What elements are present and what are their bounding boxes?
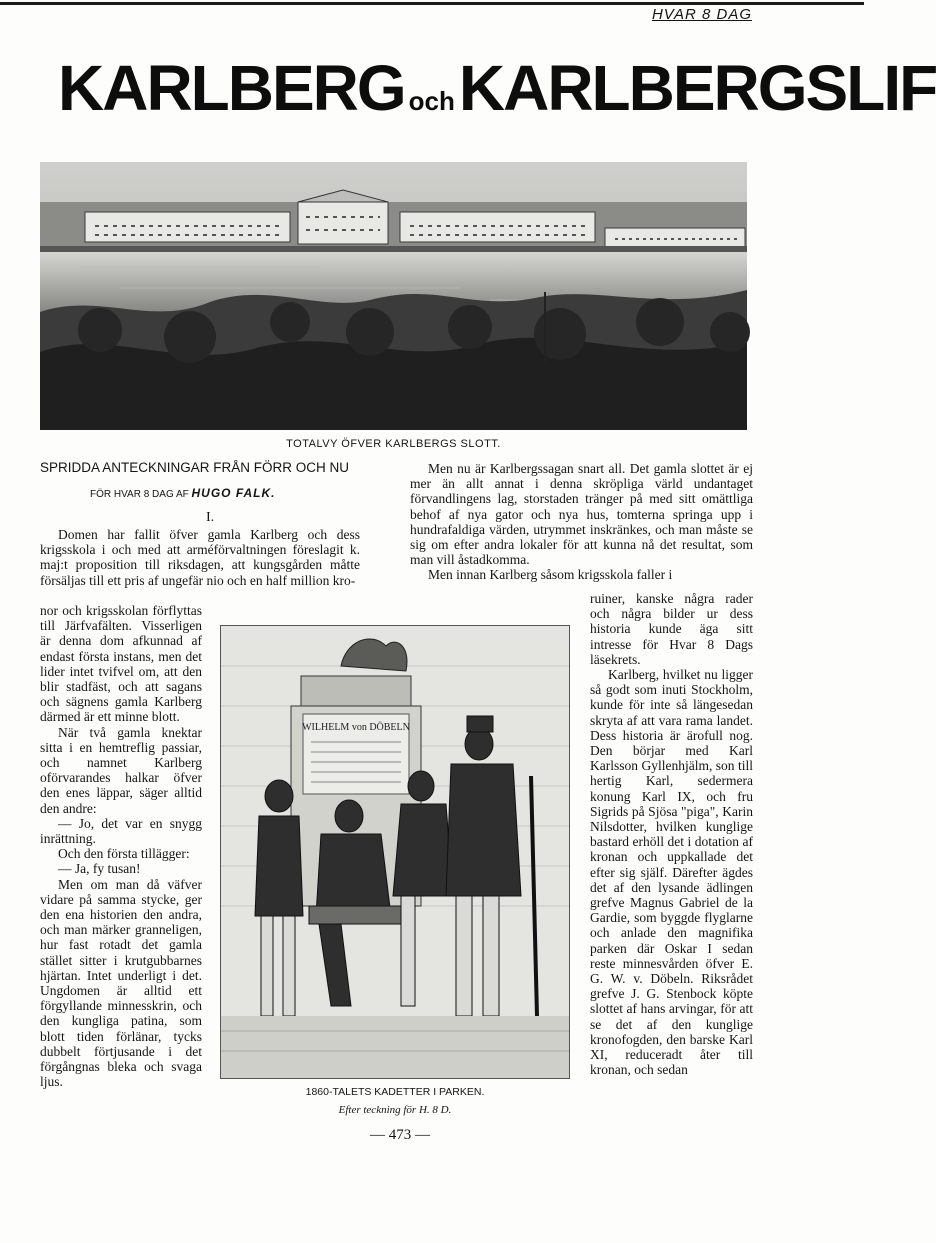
title-part-2: KARLBERGSLIF [458,52,936,124]
paragraph: — Ja, fy tusan! [58,861,141,877]
paragraph: — Jo, det var en snygg inrättning. [40,815,202,847]
engraving-caption: 1860-TALETS KADETTER I PARKEN. [305,1086,485,1098]
photo-caption: TOTALVY ÖFVER KARLBERGS SLOTT. [286,438,501,450]
paragraph: nor och krigsskolan förflyttas till Järfvafälten. Visserligen är denna dom afkunnad af endast första instans, men det lider intet tvifvel om, att den blir stadfäst, och att sagans och sägnens gamla Karlberg därmed är ett minne blott. [40,603,202,725]
column-2-narrow [590,591,753,1078]
byline [90,486,276,500]
page-number: — 473 — [370,1127,430,1143]
paragraph: ruiner, kanske några rader och några bilder ur dess historia kunde äga sitt intresse för Hvar 8 Dags läsekrets. [590,591,753,667]
paragraph: Men om man då väfver vidare på samma stycke, ger den ena historien den andra, och man märker granneligen, hur fast rotadt det gamla stället sitter i krutgubbarnes hjärtan. Intet underligt i det. Ungdomen är alltid ett förgyllande minnesskrin, och den kungliga patina, som blott tiden förlänar, tycks dubbelt förtjusande i det förgångnas bleka och svaga ljus. [40,876,202,1090]
page-title [58,52,936,137]
column-1-top [40,527,360,588]
section-number: I. [206,510,215,525]
paragraph: Domen har fallit öfver gamla Karlberg och dess krigsskola i och med att arméförvaltningen föreslagit k. maj:t proposition till riksdagen, att kungsgården måtte försäljas till ett pris af ungefär nio och en half million kro- [40,527,360,588]
cadets-engraving [220,625,570,1079]
paragraph: Men nu är Karlbergssagan snart all. Det gamla slottet är ej mer än allt annat i denna skröpliga värld undantaget förvandlingens lag, storstaden tränger på med sitt omättliga behof af nya gator och nya hus, tomterna springa upp i hundrafaldiga värden, utrymmet inskränkes, och man måste se sig om efter andra lokaler för att kunna nå det resultat, som man vill åstadkomma. [410,461,753,568]
paragraph: Men innan Karlberg såsom krigsskola faller i [428,567,673,583]
title-part-1: KARLBERG [58,52,405,124]
paragraph: Och den första tillägger: [58,846,190,862]
top-rule [0,2,864,5]
title-conjunction: och [408,86,455,116]
article-subhead: SPRIDDA ANTECKNINGAR FRÅN FÖRR OCH NU [40,460,350,475]
paragraph: När två gamla knektar sitta i en hemtreflig passiar, och namnet Karlberg oförvarandes halkar öfver den enes läppar, säger alltid den andre: [40,724,202,816]
paragraph: Karlberg, hvilket nu ligger så godt som inuti Stockholm, kunde för inte så längesedan skryta af att vara rama landet. Dess historia är ärofull nog. Den börjar med Karl Karlsson Gyllenhjälm, son till hertig Karl, sedermera konung Karl IX, och fru Sigrids på Sjösa "piga", Karin Nilsdotter, hvilken kunglige bastard erhöll det i dotation af kronan och uppkallade det efter sig själf. Därefter ägdes det af den lysande ädlingen grefve Magnus Gabriel de la Gardie, som byggde flyglarne och anlade den magnifika parken där Oskar I sedan reste minnesvården öfver E. G. W. v. Döbeln. Riksrådet grefve J. G. Stenbock köpte slottet af hans arvingar, för att se det af den kunglige kronofogden, den barske Karl XI, reduceradt åter till kronan, och sedan [590,667,753,1078]
column-2-top [410,461,753,583]
monument-inscription: WILHELM von DÖBELN [302,722,410,733]
running-head: HVAR 8 DAG [651,6,752,23]
byline-prefix: FÖR HVAR 8 DAG AF [90,489,189,500]
column-1-narrow [40,603,202,1090]
author-name: HUGO FALK. [191,486,276,500]
castle-panorama-photo [40,162,747,430]
engraving-credit: Efter teckning för H. 8 D. [338,1104,452,1116]
